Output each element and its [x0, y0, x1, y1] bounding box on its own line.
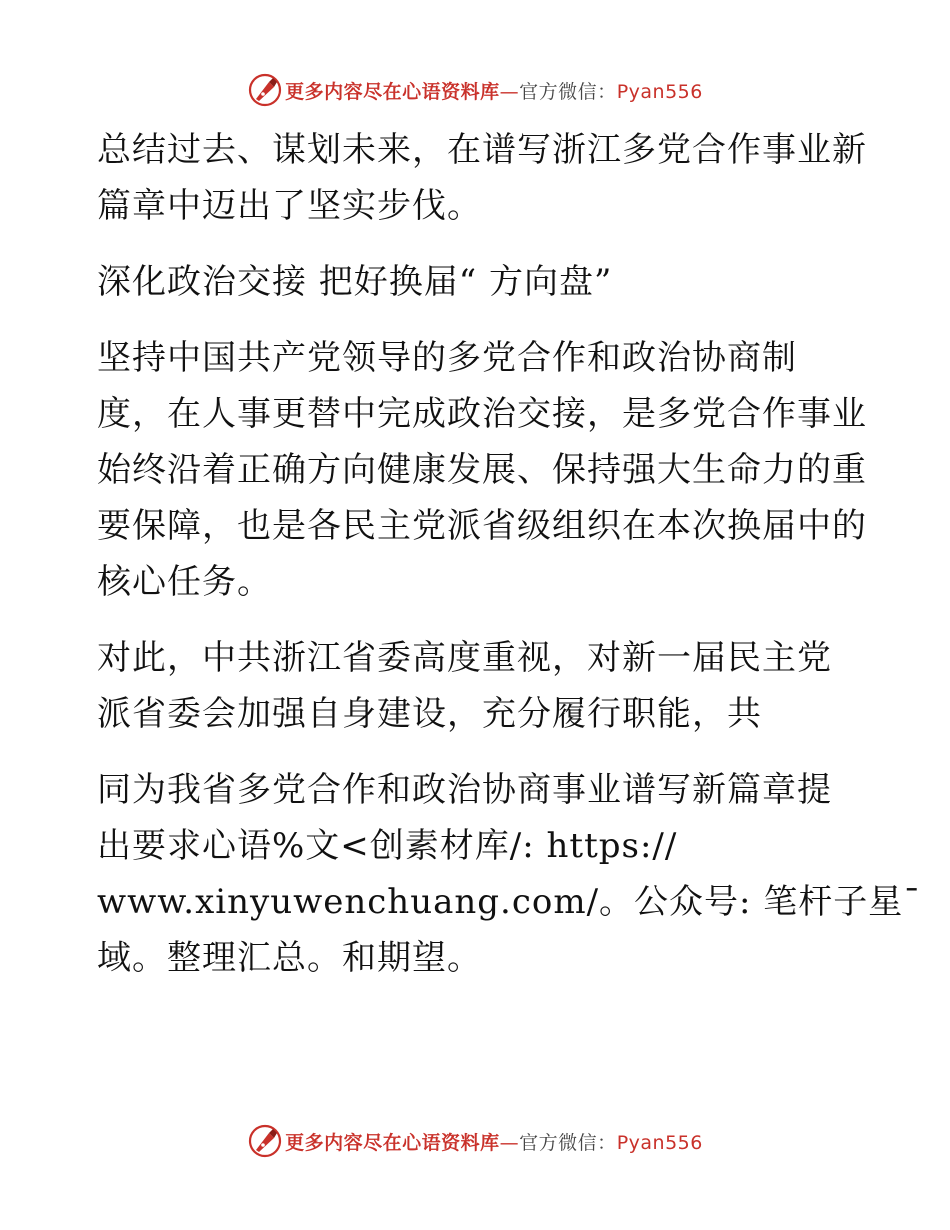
section-heading — [97, 254, 857, 310]
text-line: 核心任务。 — [97, 562, 272, 602]
footer-banner — [0, 1121, 950, 1161]
text-line: 要保障，也是各民主党派省级组织在本次换届中的 — [97, 506, 867, 546]
banner-wechat-id: Pyan556 — [616, 80, 703, 103]
text-line: 始终沿着正确方向健康发展、保持强大生命力的重 — [97, 450, 867, 490]
text-line: www.xinyuwenchuang.com/。公众号: 笔杆子星¯ — [97, 882, 922, 922]
text-line: 对此，中共浙江省委高度重视，对新一届民主党 — [97, 638, 832, 678]
banner-text — [285, 1128, 703, 1155]
pen-nib-logo-icon — [247, 1123, 283, 1159]
text-line: 度，在人事更替中完成政治交接，是多党合作事业 — [97, 394, 867, 434]
text-line: 派省委会加强自身建设，充分履行职能，共 — [97, 694, 762, 734]
paragraph — [97, 762, 922, 986]
text-line: 坚持中国共产党领导的多党合作和政治协商制 — [97, 338, 797, 378]
text-line: 深化政治交接 把好换届“ 方向盘” — [97, 262, 613, 302]
paragraph — [97, 330, 867, 610]
banner-main-text: 更多内容尽在心语资料库 — [285, 1131, 500, 1154]
banner-text — [285, 77, 703, 104]
text-line: 篇章中迈出了坚实步伐。 — [97, 186, 482, 226]
header-banner — [0, 70, 950, 110]
pen-nib-logo-icon — [247, 72, 283, 108]
banner-dash: — — [499, 1131, 520, 1154]
banner-label: 官方微信： — [519, 1131, 617, 1154]
banner-wechat-id: Pyan556 — [616, 1131, 703, 1154]
document-body — [97, 122, 922, 986]
text-line: 总结过去、谋划未来，在谱写浙江多党合作事业新 — [97, 130, 867, 170]
banner-label: 官方微信： — [519, 80, 617, 103]
paragraph — [97, 630, 857, 742]
text-line: 域。整理汇总。和期望。 — [97, 938, 482, 978]
paragraph — [97, 122, 867, 234]
banner-main-text: 更多内容尽在心语资料库 — [285, 80, 500, 103]
text-line: 出要求心语%文<创素材库/: https:// — [97, 826, 678, 866]
banner-dash: — — [499, 80, 520, 103]
text-line: 同为我省多党合作和政治协商事业谱写新篇章提 — [97, 770, 832, 810]
